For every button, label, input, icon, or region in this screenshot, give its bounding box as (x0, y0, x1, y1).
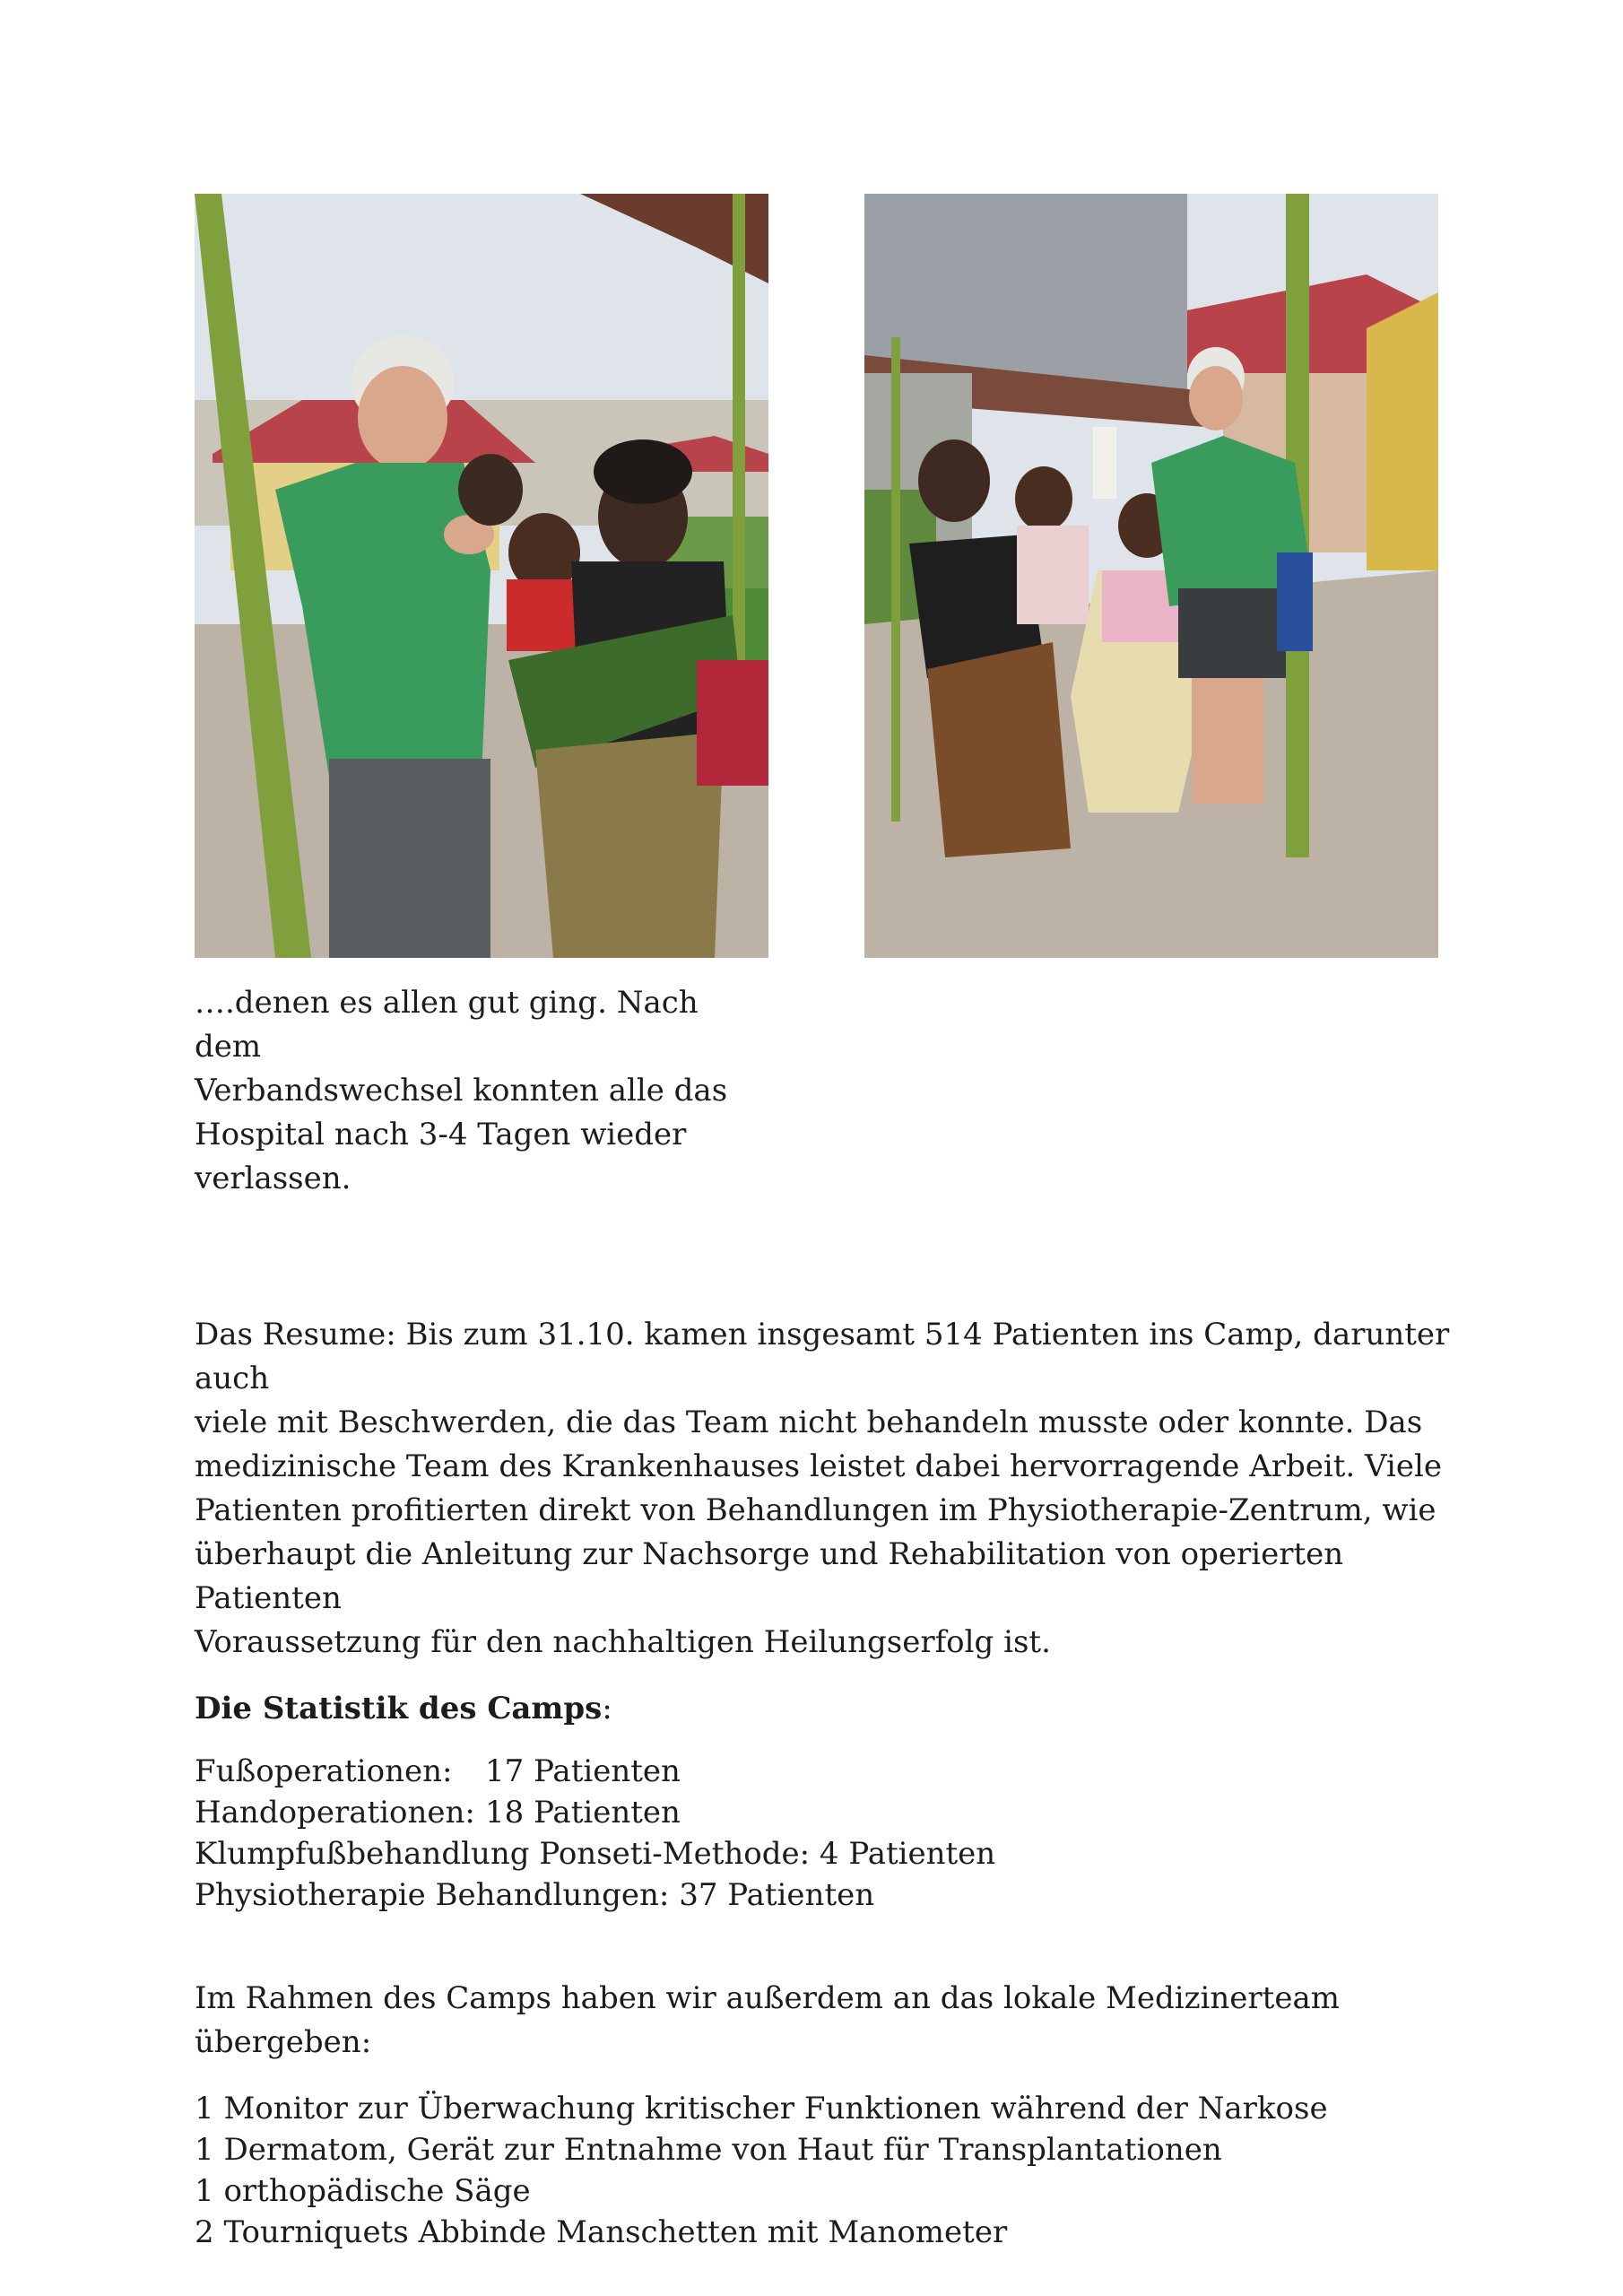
stats-heading (195, 1687, 1450, 1731)
stats-heading-colon: : (602, 1691, 612, 1726)
handover-intro: Im Rahmen des Camps haben wir außerdem an das lokale Medizinerteam übergeben: (195, 1980, 1340, 2060)
resume-line: viele mit Beschwerden, die das Team nicht behandeln musste oder konnte. Das (195, 1405, 1423, 1440)
resume-line: medizinische Team des Krankenhauses leistet dabei hervorragende Arbeit. Viele (195, 1448, 1442, 1484)
resume-paragraph (195, 1313, 1450, 1665)
handover-item: 1 Dermatom, Gerät zur Entnahme von Haut für Transplantationen (195, 2132, 1222, 2168)
stat-label: Fußoperationen: (195, 1753, 453, 1789)
stat-row (195, 1751, 1450, 1792)
handover-item: 2 Tourniquets Abbinde Manschetten mit Manometer (195, 2214, 1008, 2250)
handover-item: 1 Monitor zur Überwachung kritischer Funktionen während der Narkose (195, 2091, 1328, 2126)
photo-right (864, 194, 1438, 958)
stat-row (195, 1792, 1450, 1833)
stat-value: 18 Patienten (485, 1795, 681, 1831)
report-body (195, 1313, 1450, 2253)
resume-line: Patienten profitierten direkt von Behandlungen im Physiotherapie-Zentrum, wie (195, 1492, 1436, 1528)
photo-group-patients-right-icon (864, 194, 1438, 958)
stat-label: Handoperationen: (195, 1795, 475, 1831)
stats-list (195, 1751, 1450, 1916)
stat-line: Klumpfußbehandlung Ponseti-Methode: 4 Patienten (195, 1836, 996, 1872)
resume-line: Voraussetzung für den nachhaltigen Heilungserfolg ist. (195, 1624, 1051, 1660)
resume-line: überhaupt die Anleitung zur Nachsorge und Rehabilitation von operierten Patienten (195, 1536, 1344, 1616)
caption-line: Verbandswechsel konnten alle das (195, 1073, 728, 1109)
caption-line: Hospital nach 3-4 Tagen wieder (195, 1117, 687, 1152)
stat-value: 17 Patienten (485, 1753, 681, 1789)
handover-list (195, 2088, 1450, 2253)
stats-heading-text: Die Statistik des Camps (195, 1691, 603, 1726)
photo-left (195, 194, 768, 958)
stat-line: Physiotherapie Behandlungen: 37 Patienten (195, 1877, 875, 1913)
photo-caption (195, 981, 751, 1201)
resume-line: Das Resume: Bis zum 31.10. kamen insgesamt 514 Patienten ins Camp, darunter auch (195, 1317, 1450, 1396)
caption-line: ….denen es allen gut ging. Nach dem (195, 985, 699, 1065)
handover-item: 1 orthopädische Säge (195, 2173, 531, 2209)
caption-line: verlassen. (195, 1161, 352, 1196)
photo-group-patients-left-icon (195, 194, 768, 958)
